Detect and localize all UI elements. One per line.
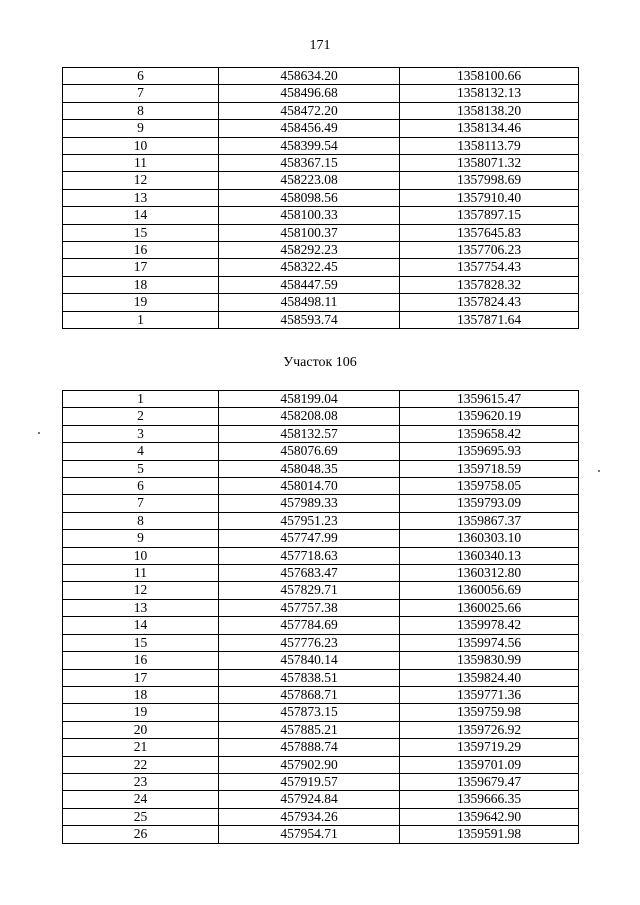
x-coordinate-cell: 458496.68 <box>219 85 400 102</box>
table-row <box>63 85 579 102</box>
table-row <box>63 808 579 825</box>
x-coordinate-cell: 457919.57 <box>219 773 400 790</box>
table-row <box>63 669 579 686</box>
point-number-cell: 18 <box>63 686 219 703</box>
y-coordinate-cell: 1359620.19 <box>400 408 579 425</box>
x-coordinate-cell: 457829.71 <box>219 582 400 599</box>
table-row <box>63 443 579 460</box>
table-row <box>63 773 579 790</box>
x-coordinate-cell: 458014.70 <box>219 478 400 495</box>
point-number-cell: 10 <box>63 137 219 154</box>
x-coordinate-cell: 458100.37 <box>219 224 400 241</box>
x-coordinate-cell: 458399.54 <box>219 137 400 154</box>
point-number-cell: 13 <box>63 599 219 616</box>
x-coordinate-cell: 457718.63 <box>219 547 400 564</box>
x-coordinate-cell: 457838.51 <box>219 669 400 686</box>
table-row <box>63 530 579 547</box>
table-row <box>63 68 579 85</box>
point-number-cell: 6 <box>63 68 219 85</box>
point-number-cell: 18 <box>63 276 219 293</box>
x-coordinate-cell: 457902.90 <box>219 756 400 773</box>
point-number-cell: 20 <box>63 721 219 738</box>
table-row <box>63 704 579 721</box>
y-coordinate-cell: 1359771.36 <box>400 686 579 703</box>
x-coordinate-cell: 458634.20 <box>219 68 400 85</box>
table-row <box>63 739 579 756</box>
table-row <box>63 189 579 206</box>
y-coordinate-cell: 1360056.69 <box>400 582 579 599</box>
x-coordinate-cell: 458322.45 <box>219 259 400 276</box>
table-row <box>63 155 579 172</box>
y-coordinate-cell: 1357998.69 <box>400 172 579 189</box>
point-number-cell: 26 <box>63 826 219 843</box>
x-coordinate-cell: 457888.74 <box>219 739 400 756</box>
y-coordinate-cell: 1357706.23 <box>400 242 579 259</box>
table-row <box>63 425 579 442</box>
x-coordinate-cell: 457873.15 <box>219 704 400 721</box>
y-coordinate-cell: 1357897.15 <box>400 207 579 224</box>
point-number-cell: 16 <box>63 652 219 669</box>
y-coordinate-cell: 1359718.59 <box>400 460 579 477</box>
point-number-cell: 16 <box>63 242 219 259</box>
coordinates-table-2-body <box>63 391 579 844</box>
x-coordinate-cell: 458199.04 <box>219 391 400 408</box>
y-coordinate-cell: 1357910.40 <box>400 189 579 206</box>
table-row <box>63 137 579 154</box>
point-number-cell: 6 <box>63 478 219 495</box>
y-coordinate-cell: 1359758.05 <box>400 478 579 495</box>
point-number-cell: 14 <box>63 207 219 224</box>
point-number-cell: 24 <box>63 791 219 808</box>
table-row <box>63 547 579 564</box>
y-coordinate-cell: 1360303.10 <box>400 530 579 547</box>
point-number-cell: 8 <box>63 102 219 119</box>
y-coordinate-cell: 1360025.66 <box>400 599 579 616</box>
x-coordinate-cell: 457951.23 <box>219 512 400 529</box>
x-coordinate-cell: 458223.08 <box>219 172 400 189</box>
x-coordinate-cell: 458132.57 <box>219 425 400 442</box>
x-coordinate-cell: 458100.33 <box>219 207 400 224</box>
table-row <box>63 582 579 599</box>
table-row <box>63 294 579 311</box>
y-coordinate-cell: 1359658.42 <box>400 425 579 442</box>
point-number-cell: 5 <box>63 460 219 477</box>
table-row <box>63 224 579 241</box>
x-coordinate-cell: 457840.14 <box>219 652 400 669</box>
y-coordinate-cell: 1358132.13 <box>400 85 579 102</box>
x-coordinate-cell: 457885.21 <box>219 721 400 738</box>
point-number-cell: 8 <box>63 512 219 529</box>
point-number-cell: 10 <box>63 547 219 564</box>
point-number-cell: 23 <box>63 773 219 790</box>
x-coordinate-cell: 458472.20 <box>219 102 400 119</box>
point-number-cell: 7 <box>63 85 219 102</box>
point-number-cell: 19 <box>63 294 219 311</box>
table-row <box>63 686 579 703</box>
y-coordinate-cell: 1359793.09 <box>400 495 579 512</box>
point-number-cell: 11 <box>63 155 219 172</box>
table-row <box>63 826 579 843</box>
y-coordinate-cell: 1359666.35 <box>400 791 579 808</box>
y-coordinate-cell: 1359701.09 <box>400 756 579 773</box>
x-coordinate-cell: 457776.23 <box>219 634 400 651</box>
x-coordinate-cell: 458048.35 <box>219 460 400 477</box>
x-coordinate-cell: 458593.74 <box>219 311 400 328</box>
x-coordinate-cell: 458098.56 <box>219 189 400 206</box>
x-coordinate-cell: 458498.11 <box>219 294 400 311</box>
table-row <box>63 460 579 477</box>
y-coordinate-cell: 1357754.43 <box>400 259 579 276</box>
y-coordinate-cell: 1359978.42 <box>400 617 579 634</box>
point-number-cell: 4 <box>63 443 219 460</box>
point-number-cell: 17 <box>63 669 219 686</box>
y-coordinate-cell: 1359824.40 <box>400 669 579 686</box>
y-coordinate-cell: 1359726.92 <box>400 721 579 738</box>
point-number-cell: 14 <box>63 617 219 634</box>
point-number-cell: 12 <box>63 172 219 189</box>
y-coordinate-cell: 1359679.47 <box>400 773 579 790</box>
table-row <box>63 495 579 512</box>
y-coordinate-cell: 1359830.99 <box>400 652 579 669</box>
point-number-cell: 3 <box>63 425 219 442</box>
page-number: 171 <box>309 38 331 53</box>
point-number-cell: 22 <box>63 756 219 773</box>
coordinates-table-1-body <box>63 68 579 329</box>
table-row <box>63 391 579 408</box>
table-row <box>63 512 579 529</box>
point-number-cell: 13 <box>63 189 219 206</box>
y-coordinate-cell: 1357824.43 <box>400 294 579 311</box>
point-number-cell: 15 <box>63 224 219 241</box>
table-row <box>63 634 579 651</box>
table-row <box>63 259 579 276</box>
y-coordinate-cell: 1360340.13 <box>400 547 579 564</box>
y-coordinate-cell: 1357828.32 <box>400 276 579 293</box>
scan-speck <box>598 470 600 472</box>
y-coordinate-cell: 1359867.37 <box>400 512 579 529</box>
scan-speck <box>38 432 40 434</box>
x-coordinate-cell: 458456.49 <box>219 120 400 137</box>
x-coordinate-cell: 458367.15 <box>219 155 400 172</box>
table-row <box>63 599 579 616</box>
table-row <box>63 478 579 495</box>
x-coordinate-cell: 458208.08 <box>219 408 400 425</box>
x-coordinate-cell: 457989.33 <box>219 495 400 512</box>
y-coordinate-cell: 1357645.83 <box>400 224 579 241</box>
x-coordinate-cell: 457924.84 <box>219 791 400 808</box>
section-title: Участок 106 <box>283 355 357 370</box>
table-row <box>63 311 579 328</box>
x-coordinate-cell: 458292.23 <box>219 242 400 259</box>
y-coordinate-cell: 1358071.32 <box>400 155 579 172</box>
x-coordinate-cell: 457868.71 <box>219 686 400 703</box>
table-row <box>63 120 579 137</box>
x-coordinate-cell: 457747.99 <box>219 530 400 547</box>
x-coordinate-cell: 457683.47 <box>219 565 400 582</box>
x-coordinate-cell: 457757.38 <box>219 599 400 616</box>
point-number-cell: 25 <box>63 808 219 825</box>
x-coordinate-cell: 458447.59 <box>219 276 400 293</box>
x-coordinate-cell: 458076.69 <box>219 443 400 460</box>
point-number-cell: 2 <box>63 408 219 425</box>
y-coordinate-cell: 1358100.66 <box>400 68 579 85</box>
y-coordinate-cell: 1359615.47 <box>400 391 579 408</box>
y-coordinate-cell: 1359719.29 <box>400 739 579 756</box>
table-row <box>63 652 579 669</box>
point-number-cell: 17 <box>63 259 219 276</box>
point-number-cell: 21 <box>63 739 219 756</box>
point-number-cell: 1 <box>63 391 219 408</box>
coordinates-table-1 <box>62 67 579 329</box>
y-coordinate-cell: 1358113.79 <box>400 137 579 154</box>
y-coordinate-cell: 1359642.90 <box>400 808 579 825</box>
x-coordinate-cell: 457934.26 <box>219 808 400 825</box>
y-coordinate-cell: 1360312.80 <box>400 565 579 582</box>
table-row <box>63 207 579 224</box>
point-number-cell: 1 <box>63 311 219 328</box>
table-row <box>63 565 579 582</box>
y-coordinate-cell: 1359974.56 <box>400 634 579 651</box>
y-coordinate-cell: 1359759.98 <box>400 704 579 721</box>
table-row <box>63 791 579 808</box>
coordinates-table-2 <box>62 390 579 844</box>
table-row <box>63 242 579 259</box>
point-number-cell: 19 <box>63 704 219 721</box>
table-row <box>63 172 579 189</box>
table-row <box>63 408 579 425</box>
y-coordinate-cell: 1359591.98 <box>400 826 579 843</box>
y-coordinate-cell: 1358138.20 <box>400 102 579 119</box>
table-row <box>63 617 579 634</box>
point-number-cell: 9 <box>63 120 219 137</box>
table-row <box>63 102 579 119</box>
point-number-cell: 15 <box>63 634 219 651</box>
table-row <box>63 276 579 293</box>
x-coordinate-cell: 457784.69 <box>219 617 400 634</box>
point-number-cell: 12 <box>63 582 219 599</box>
y-coordinate-cell: 1358134.46 <box>400 120 579 137</box>
y-coordinate-cell: 1359695.93 <box>400 443 579 460</box>
point-number-cell: 7 <box>63 495 219 512</box>
x-coordinate-cell: 457954.71 <box>219 826 400 843</box>
table-row <box>63 756 579 773</box>
point-number-cell: 9 <box>63 530 219 547</box>
point-number-cell: 11 <box>63 565 219 582</box>
table-row <box>63 721 579 738</box>
y-coordinate-cell: 1357871.64 <box>400 311 579 328</box>
